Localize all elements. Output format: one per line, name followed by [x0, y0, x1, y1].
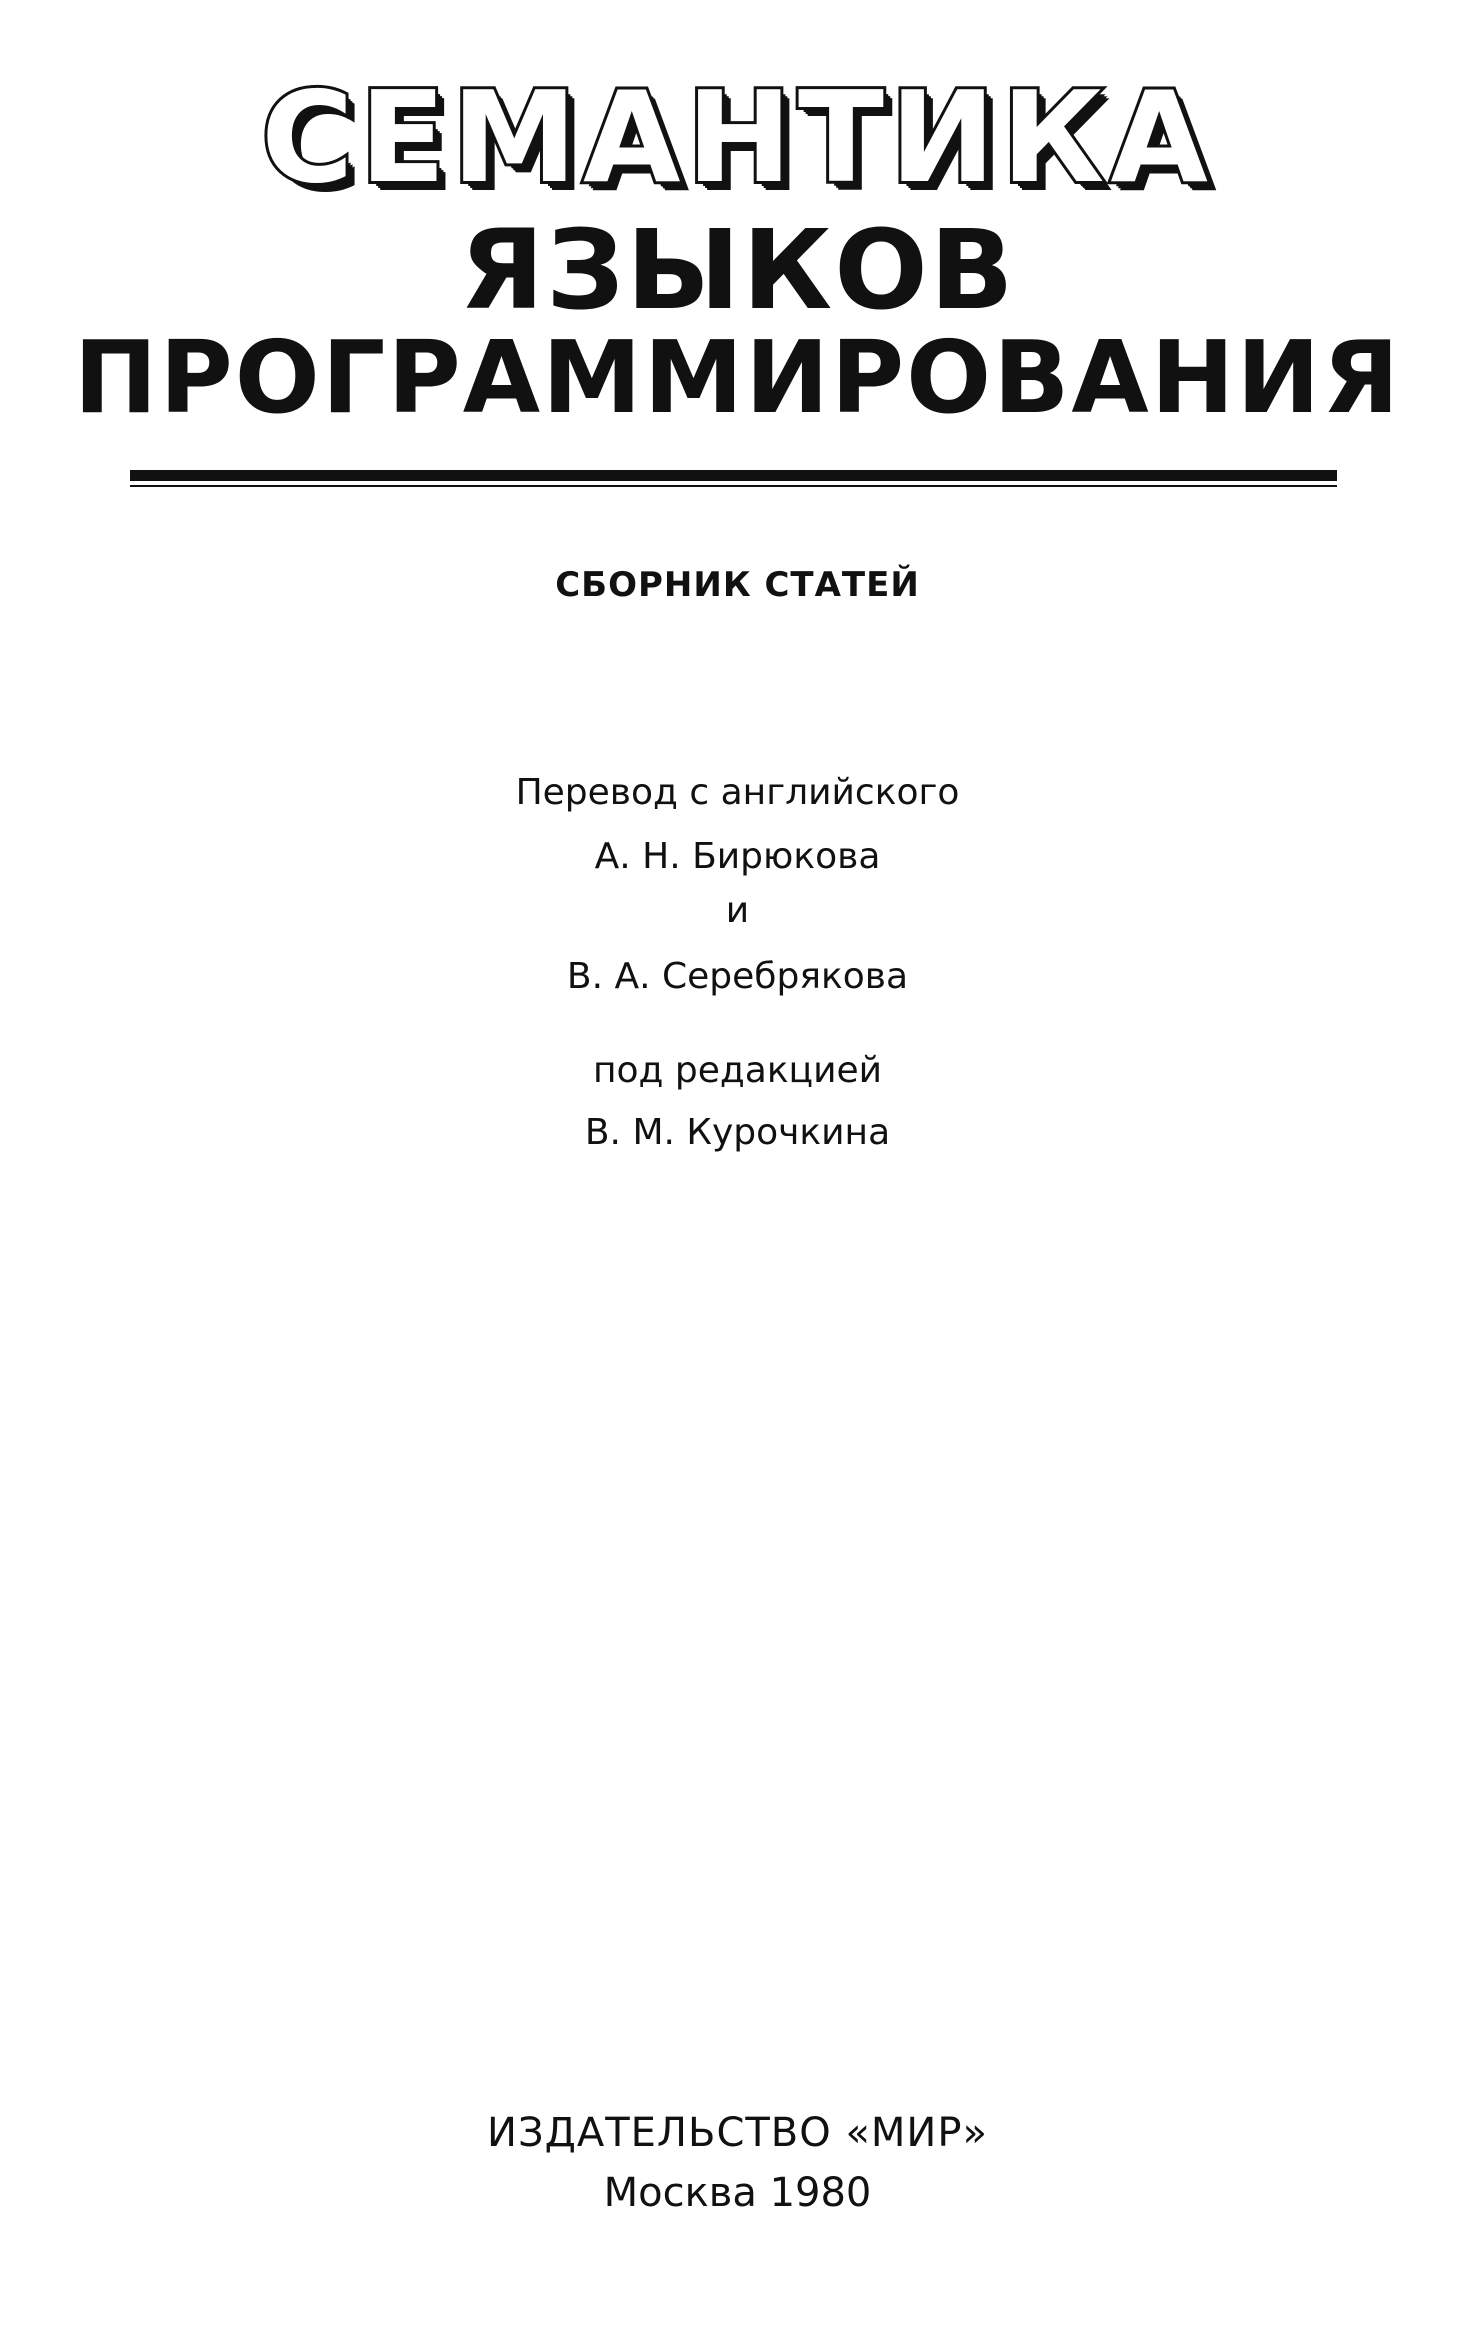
- title-rule: [130, 470, 1337, 481]
- translation-label: Перевод с английского: [515, 772, 960, 813]
- editor-name: В. М. Курочкина: [584, 1112, 891, 1153]
- conjunction: и: [725, 890, 750, 931]
- title-line2: ЯЗЫКОВ: [459, 206, 1016, 334]
- publisher: ИЗДАТЕЛЬСТВО «МИР»: [487, 2110, 988, 2156]
- title-main: СЕМАНТИКА: [261, 64, 1214, 211]
- translator-1: А. Н. Бирюкова: [594, 836, 881, 877]
- translator-2: В. А. Серебрякова: [566, 956, 909, 997]
- city-year: Москва 1980: [603, 2170, 872, 2216]
- subtitle: СБОРНИК СТАТЕЙ: [555, 565, 920, 605]
- editor-label: под редакцией: [592, 1050, 883, 1091]
- title-line3: ПРОГРАММИРОВАНИЯ: [73, 319, 1402, 436]
- title-rule-thin: [130, 485, 1337, 487]
